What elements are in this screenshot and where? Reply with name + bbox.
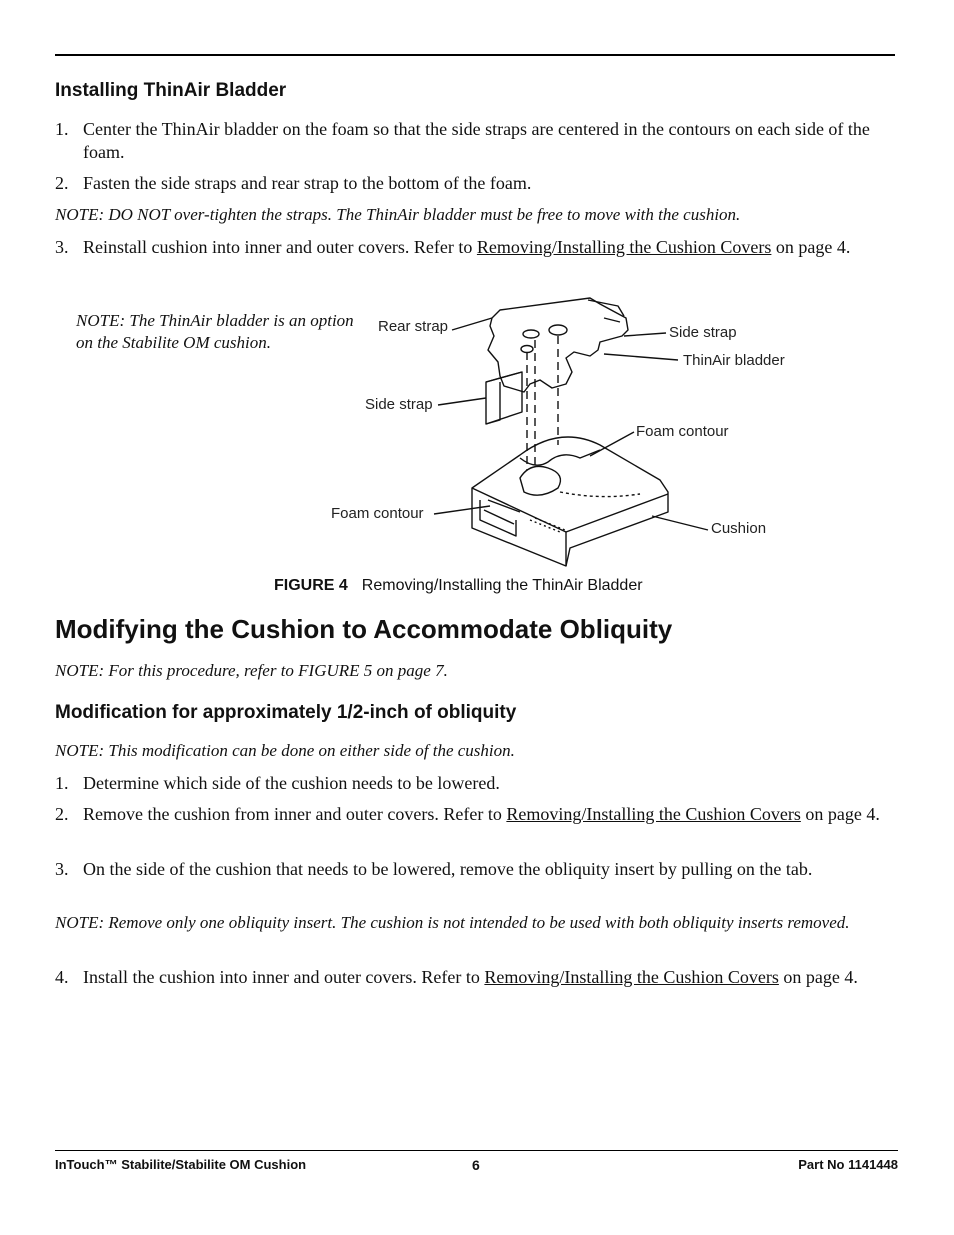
step-number: 2.: [55, 804, 69, 824]
section-heading-obliquity: Modifying the Cushion to Accommodate Obliquity: [55, 614, 673, 644]
obliquity-step-1: [55, 772, 895, 795]
alignment-lines: [527, 336, 558, 470]
leader-thinair-bladder: [604, 354, 678, 360]
obliquity-step-4: [55, 966, 895, 989]
obliquity-step-3: [55, 858, 895, 881]
leader-foam-contour-left: [434, 506, 490, 514]
leader-side-strap-right: [624, 333, 666, 336]
step-number: 1.: [55, 773, 69, 793]
valve-left: [523, 330, 539, 338]
link-cushion-covers[interactable]: Removing/Installing the Cushion Covers: [476, 237, 772, 257]
label-side-strap-right: Side strap: [669, 324, 737, 341]
label-rear-strap: Rear strap: [378, 318, 449, 335]
step-text-pre: Install the cushion into inner and outer covers. Refer to: [83, 967, 485, 987]
figure-side-note: NOTE: The ThinAir bladder is an option on the Stabilite OM cushion.: [76, 311, 354, 352]
foam-contour-pocket: [520, 466, 560, 495]
link-cushion-covers[interactable]: Removing/Installing the Cushion Covers: [506, 804, 801, 824]
step-text-pre: Remove the cushion from inner and outer covers. Refer to: [83, 804, 507, 824]
footer-rule: [55, 1150, 898, 1151]
note-figure-ref: NOTE: For this procedure, refer to FIGURE 5 on page 7.: [55, 661, 448, 680]
step-text: Center the ThinAir bladder on the foam so that the side straps are centered in the contours on each side of the foam.: [83, 119, 870, 162]
thinair-bladder-diagram: [0, 0, 954, 600]
label-side-strap-left: Side strap: [365, 396, 433, 413]
label-foam-contour-right: Foam contour: [636, 423, 729, 440]
obliquity-step-2: [55, 803, 895, 826]
leader-rear-strap: [452, 318, 492, 330]
step-text-pre: Reinstall cushion into inner and outer covers. Refer to: [83, 237, 477, 257]
step-number: 4.: [55, 967, 69, 987]
footer-product-name: InTouch™ Stabilite/Stabilite OM Cushion: [55, 1157, 307, 1172]
label-cushion: Cushion: [711, 520, 767, 537]
leader-side-strap-left: [438, 398, 486, 405]
figure-caption-label: FIGURE 4: [274, 577, 348, 594]
footer-part-number: Part No 1141448: [798, 1157, 898, 1172]
step-text: Determine which side of the cushion needs to be lowered.: [83, 773, 500, 793]
valve-lower: [521, 346, 533, 353]
link-cushion-covers[interactable]: Removing/Installing the Cushion Covers: [484, 967, 779, 987]
label-foam-contour-left: Foam contour: [331, 505, 424, 522]
step-text-post: on page 4.: [771, 237, 851, 257]
step-text-post: on page 4.: [800, 804, 880, 824]
section-heading-installing-thinair: Installing ThinAir Bladder: [55, 80, 287, 101]
note-over-tighten: NOTE: DO NOT over-tighten the straps. The ThinAir bladder must be free to move with the cushion.: [55, 205, 741, 224]
footer-page-number: 6: [472, 1157, 480, 1173]
step-number: 2.: [55, 173, 69, 193]
label-thinair-bladder: ThinAir bladder: [683, 352, 785, 369]
step-text: On the side of the cushion that needs to be lowered, remove the obliquity insert by pulling on the tab.: [83, 859, 813, 879]
figure-caption: [274, 577, 643, 595]
step-text: [83, 966, 895, 989]
cushion-tick-edge: [530, 518, 565, 532]
leader-cushion: [652, 516, 708, 530]
subheading-half-inch: Modification for approximately 1/2-inch of obliquity: [55, 702, 517, 723]
step-text-post: on page 4.: [778, 967, 858, 987]
note-either-side: NOTE: This modification can be done on either side of the cushion.: [55, 741, 515, 760]
valve-center: [549, 325, 567, 335]
figure-caption-text: Removing/Installing the ThinAir Bladder: [361, 577, 643, 594]
step-text: [83, 803, 895, 826]
step-number: 1.: [55, 119, 69, 139]
step-number: 3.: [55, 859, 69, 879]
step-text: Fasten the side straps and rear strap to the bottom of the foam.: [83, 173, 532, 193]
note-remove-one-insert: NOTE: Remove only one obliquity insert. The cushion is not intended to be used with both obliquity inserts removed.: [55, 913, 850, 932]
step-number: 3.: [55, 237, 69, 257]
